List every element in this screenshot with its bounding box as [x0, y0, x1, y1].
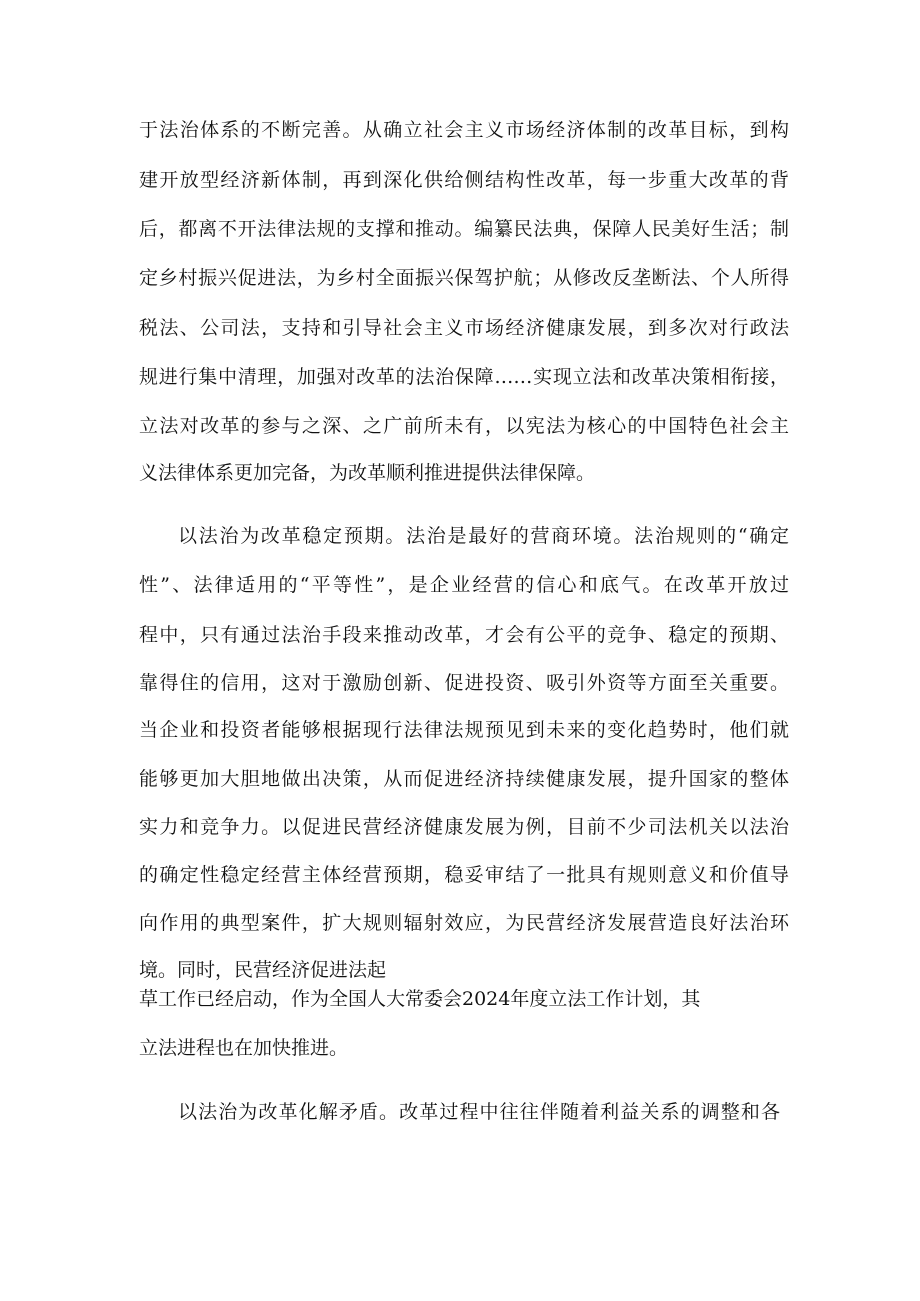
text-line: 义法律体系更加完备，为改革顺利推进提供法律保障。 — [139, 462, 596, 484]
text-line: 定乡村振兴促进法，为乡村全面振兴保驾护航；从修改反垄断法、个人所得 — [139, 267, 789, 289]
text-line: 境。同时，民营经济促进法起 — [139, 959, 387, 981]
text-line: 规进行集中清理，加强对改革的法治保障……实现立法和改革决策相衔接， — [139, 366, 789, 388]
text-line: 以法治为改革稳定预期。法治是最好的营商环境。法治规则的“确定 — [178, 525, 789, 547]
text-line: 向作用的典型案件，扩大规则辐射效应，为民营经济发展营造良好法治环 — [139, 912, 789, 934]
text-line: 程中，只有通过法治手段来推动改革，才会有公平的竞争、稳定的预期、 — [139, 624, 789, 646]
text-line: 税法、公司法，支持和引导社会主义市场经济健康发展，到多次对行政法 — [139, 317, 789, 339]
text-line: 于法治体系的不断完善。从确立社会主义市场经济体制的改革目标，到构 — [139, 119, 789, 141]
text-line: 能够更加大胆地做出决策，从而促进经济持续健康发展，提升国家的整体 — [139, 768, 789, 790]
text-line: 草工作已经启动，作为全国人大常委会2024年度立法工作计划，其 — [139, 988, 701, 1010]
text-line: 建开放型经济新体制，再到深化供给侧结构性改革，每一步重大改革的背 — [139, 169, 789, 191]
text-line: 以法治为改革化解矛盾。改革过程中往往伴随着利益关系的调整和各 — [178, 1101, 780, 1123]
text-line: 后，都离不开法律法规的支撑和推动。编纂民法典，保障人民美好生活；制 — [139, 218, 789, 240]
text-line: 立法进程也在加快推进。 — [139, 1037, 349, 1059]
text-line: 靠得住的信用，这对于激励创新、促进投资、吸引外资等方面至关重要。 — [139, 672, 789, 694]
text-line: 性”、法律适用的“平等性”，是企业经营的信心和底气。在改革开放过 — [139, 574, 789, 596]
text-line: 立法对改革的参与之深、之广前所未有，以宪法为核心的中国特色社会主 — [139, 415, 789, 437]
text-line: 当企业和投资者能够根据现行法律法规预见到未来的变化趋势时，他们就 — [139, 719, 789, 741]
text-line: 的确定性稳定经营主体经营预期，稳妥审结了一批具有规则意义和价值导 — [139, 864, 789, 886]
text-line: 实力和竞争力。以促进民营经济健康发展为例，目前不少司法机关以法治 — [139, 816, 789, 838]
